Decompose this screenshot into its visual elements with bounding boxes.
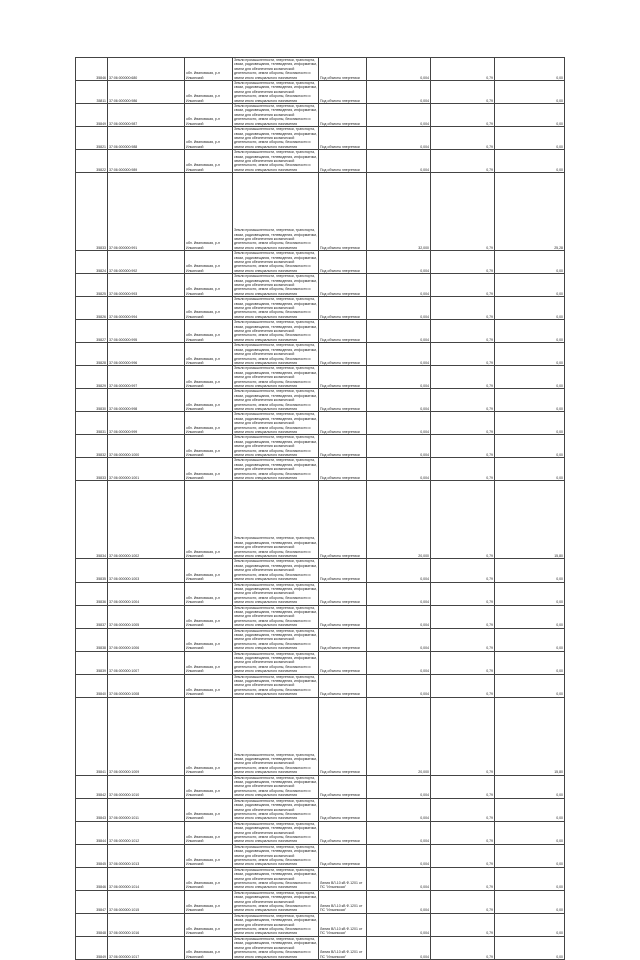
row-id: 35848 xyxy=(76,913,108,936)
address: обл. Ивановская, р-н Ильинский xyxy=(185,274,233,297)
category: Под объекты энергетики xyxy=(319,412,367,435)
category: Под объекты энергетики xyxy=(319,389,367,412)
amount-value: 0,00 xyxy=(495,628,565,651)
rate-value: 0,79 xyxy=(431,150,495,173)
amount-value: 0,00 xyxy=(495,435,565,458)
area-value: 0,004 xyxy=(367,458,431,481)
table-row xyxy=(76,389,565,412)
row-id: 35833 xyxy=(76,173,108,251)
table-row xyxy=(76,104,565,127)
row-id: 35846 xyxy=(76,867,108,890)
amount-value: 0,00 xyxy=(495,366,565,389)
area-value: 0,004 xyxy=(367,651,431,674)
amount-value: 0,00 xyxy=(495,582,565,605)
area-value: 0,004 xyxy=(367,274,431,297)
cadastral-number: 37:06:000000:986 xyxy=(108,81,185,104)
area-value: 0,004 xyxy=(367,412,431,435)
area-value: 20,000 xyxy=(367,697,431,775)
cadastral-number: 37:06:000000:1011 xyxy=(108,798,185,821)
category: Под объекты энергетики xyxy=(319,81,367,104)
land-use: Земли промышленности, энергетики, транспорта, связи, радиовещания, телевидения, информатики, земли для обеспечения космической деятельности, земли обороны, безопасности и земли иного специального назначения xyxy=(234,297,317,319)
rate-value: 0,79 xyxy=(431,775,495,798)
land-use: Земли промышленности, энергетики, транспорта, связи, радиовещания, телевидения, информатики, земли для обеспечения космической деятельности, земли обороны, безопасности и земли иного специального назначения xyxy=(234,127,317,149)
category: Под объекты энергетики xyxy=(319,651,367,674)
category: Линия ВЛ-10 кВ Ф.1201 от ПС "Ильинская" xyxy=(319,936,367,959)
rate-value: 0,79 xyxy=(431,274,495,297)
cadastral-number: 37:06:000000:987 xyxy=(108,104,185,127)
land-use: Земли промышленности, энергетики, транспорта, связи, радиовещания, телевидения, информатики, земли для обеспечения космической деятельности, земли обороны, безопасности и земли иного специального назначения xyxy=(234,628,317,651)
amount-value: 0,00 xyxy=(495,936,565,959)
row-id: 35841 xyxy=(76,697,108,775)
row-id: 35849 xyxy=(76,104,108,127)
land-use: Земли промышленности, энергетики, транспорта, связи, радиовещания, телевидения, информатики, земли для обеспечения космической деятельности, земли обороны, безопасности и земли иного специального назначения xyxy=(234,936,317,959)
category: Под объекты энергетики xyxy=(319,674,367,697)
row-id: 35849 xyxy=(76,936,108,959)
rate-value: 0,79 xyxy=(431,412,495,435)
row-id: 35836 xyxy=(76,582,108,605)
rate-value: 0,79 xyxy=(431,58,495,81)
amount-value: 0,00 xyxy=(495,389,565,412)
table-row xyxy=(76,890,565,913)
amount-value: 0,00 xyxy=(495,821,565,844)
land-use: Земли промышленности, энергетики, транспорта, связи, радиовещания, телевидения, информатики, земли для обеспечения космической деятельности, земли обороны, безопасности и земли иного специального назначения xyxy=(234,81,317,103)
table-row xyxy=(76,481,565,559)
row-id: 35826 xyxy=(76,297,108,320)
cadastral-number: 37:06:000000:995 xyxy=(108,320,185,343)
rate-value: 0,79 xyxy=(431,867,495,890)
category: Под объекты энергетики xyxy=(319,798,367,821)
rate-value: 0,79 xyxy=(431,251,495,274)
land-use: Земли промышленности, энергетики, транспорта, связи, радиовещания, телевидения, информатики, земли для обеспечения космической деятельности, земли обороны, безопасности и земли иного специального назначения xyxy=(234,605,317,628)
amount-value: 0,00 xyxy=(495,458,565,481)
cadastral-number: 37:06:000000:993 xyxy=(108,274,185,297)
area-value: 0,004 xyxy=(367,58,431,81)
amount-value: 0,00 xyxy=(495,674,565,697)
cadastral-number: 37:06:000000:1014 xyxy=(108,867,185,890)
address: обл. Ивановская, р-н Ильинский xyxy=(185,844,233,867)
row-id: 35832 xyxy=(76,435,108,458)
rate-value: 0,79 xyxy=(431,890,495,913)
area-value: 0,004 xyxy=(367,913,431,936)
amount-value: 0,00 xyxy=(495,605,565,628)
rate-value: 0,79 xyxy=(431,844,495,867)
address: обл. Ивановская, р-н Ильинский xyxy=(185,867,233,890)
cadastral-number: 37:06:000000:1012 xyxy=(108,821,185,844)
amount-value: 0,00 xyxy=(495,320,565,343)
category: Под объекты энергетики xyxy=(319,582,367,605)
cadastral-number: 37:06:000000:991 xyxy=(108,173,185,251)
amount-value: 0,00 xyxy=(495,251,565,274)
land-use: Земли промышленности, энергетики, транспорта, связи, радиовещания, телевидения, информатики, земли для обеспечения космической деятельности, земли обороны, безопасности и земли иного специального назначения xyxy=(234,104,317,126)
rate-value: 0,79 xyxy=(431,81,495,104)
address: обл. Ивановская, р-н Ильинский xyxy=(185,81,233,104)
amount-value: 25,28 xyxy=(495,173,565,251)
cadastral-number: 37:06:000000:680 xyxy=(108,58,185,81)
area-value: 0,004 xyxy=(367,582,431,605)
category: Под объекты энергетики xyxy=(319,297,367,320)
address: обл. Ивановская, р-н Ильинский xyxy=(185,412,233,435)
row-id: 35833 xyxy=(76,458,108,481)
table-row xyxy=(76,844,565,867)
area-value: 32,000 xyxy=(367,173,431,251)
address: обл. Ивановская, р-н Ильинский xyxy=(185,559,233,582)
land-use: Земли промышленности, энергетики, транспорта, связи, радиовещания, телевидения, информатики, земли для обеспечения космической деятельности, земли обороны, безопасности и земли иного специального назначения xyxy=(234,775,317,798)
land-use: Земли промышленности, энергетики, транспорта, связи, радиовещания, телевидения, информатики, земли для обеспечения космической деятельности, земли обороны, безопасности и земли иного специального назначения xyxy=(233,697,319,775)
land-use: Земли промышленности, энергетики, транспорта, связи, радиовещания, телевидения, информатики, земли для обеспечения космической деятельности, земли обороны, безопасности и земли иного специального назначения xyxy=(234,913,317,936)
cadastral-number: 37:06:000000:1008 xyxy=(108,674,185,697)
cadastral-number: 37:06:000000:999 xyxy=(108,412,185,435)
land-use: Земли промышленности, энергетики, транспорта, связи, радиовещания, телевидения, информатики, земли для обеспечения космической деятельности, земли обороны, безопасности и земли иного специального назначения xyxy=(234,559,317,582)
area-value: 0,004 xyxy=(367,936,431,959)
area-value: 20,000 xyxy=(367,481,431,559)
rate-value: 0,79 xyxy=(431,559,495,582)
land-use: Земли промышленности, энергетики, транспорта, связи, радиовещания, телевидения, информатики, земли для обеспечения космической деятельности, земли обороны, безопасности и земли иного специального назначения xyxy=(234,58,317,80)
land-use: Земли промышленности, энергетики, транспорта, связи, радиовещания, телевидения, информатики, земли для обеспечения космической деятельности, земли обороны, безопасности и земли иного специального назначения xyxy=(234,366,317,388)
land-use: Земли промышленности, энергетики, транспорта, связи, радиовещания, телевидения, информатики, земли для обеспечения космической деятельности, земли обороны, безопасности и земли иного специального назначения xyxy=(234,798,317,821)
area-value: 0,004 xyxy=(367,127,431,150)
category: Под объекты энергетики xyxy=(319,844,367,867)
row-id: 35846 xyxy=(76,58,108,81)
address: обл. Ивановская, р-н Ильинский xyxy=(185,913,233,936)
category: Под объекты энергетики xyxy=(319,251,367,274)
amount-value: 0,00 xyxy=(495,775,565,798)
amount-value: 0,00 xyxy=(495,844,565,867)
table-row xyxy=(76,297,565,320)
amount-value: 0,00 xyxy=(495,890,565,913)
category: Под объекты энергетики xyxy=(319,559,367,582)
cadastral-number: 37:06:000000:1005 xyxy=(108,605,185,628)
row-id: 35827 xyxy=(76,320,108,343)
table-row xyxy=(76,821,565,844)
rate-value: 0,79 xyxy=(431,297,495,320)
rate-value: 0,79 xyxy=(431,104,495,127)
row-id: 35843 xyxy=(76,798,108,821)
table-row xyxy=(76,412,565,435)
address: обл. Ивановская, р-н Ильинский xyxy=(185,173,233,251)
area-value: 0,004 xyxy=(367,821,431,844)
rate-value: 0,79 xyxy=(431,628,495,651)
area-value: 0,004 xyxy=(367,605,431,628)
table-row xyxy=(76,628,565,651)
category: Под объекты энергетики xyxy=(319,481,367,559)
land-use: Земли промышленности, энергетики, транспорта, связи, радиовещания, телевидения, информатики, земли для обеспечения космической деятельности, земли обороны, безопасности и земли иного специального назначения xyxy=(234,890,317,913)
land-use: Земли промышленности, энергетики, транспорта, связи, радиовещания, телевидения, информатики, земли для обеспечения космической деятельности, земли обороны, безопасности и земли иного специального назначения xyxy=(234,150,317,172)
area-value: 0,004 xyxy=(367,890,431,913)
cadastral-number: 37:06:000000:1006 xyxy=(108,628,185,651)
cadastral-number: 37:06:000000:1002 xyxy=(108,481,185,559)
table-row xyxy=(76,458,565,481)
address: обл. Ивановская, р-н Ильинский xyxy=(185,798,233,821)
amount-value: 0,00 xyxy=(495,81,565,104)
table-row xyxy=(76,320,565,343)
table-row xyxy=(76,913,565,936)
address: обл. Ивановская, р-н Ильинский xyxy=(185,251,233,274)
amount-value: 0,00 xyxy=(495,343,565,366)
land-use: Земли промышленности, энергетики, транспорта, связи, радиовещания, телевидения, информатики, земли для обеспечения космической деятельности, земли обороны, безопасности и земли иного специального назначения xyxy=(234,320,317,342)
address: обл. Ивановская, р-н Ильинский xyxy=(185,104,233,127)
area-value: 0,004 xyxy=(367,435,431,458)
table-row xyxy=(76,343,565,366)
table-row xyxy=(76,936,565,959)
cadastral-number: 37:06:000000:1007 xyxy=(108,651,185,674)
category: Под объекты энергетики xyxy=(319,775,367,798)
table-row xyxy=(76,274,565,297)
row-id: 35842 xyxy=(76,775,108,798)
address: обл. Ивановская, р-н Ильинский xyxy=(185,890,233,913)
land-use: Земли промышленности, энергетики, транспорта, связи, радиовещания, телевидения, информатики, земли для обеспечения космической деятельности, земли обороны, безопасности и земли иного специального назначения xyxy=(234,412,317,434)
rate-value: 0,79 xyxy=(431,913,495,936)
category: Под объекты энергетики xyxy=(319,104,367,127)
rate-value: 0,79 xyxy=(431,798,495,821)
rate-value: 0,79 xyxy=(431,173,495,251)
address: обл. Ивановская, р-н Ильинский xyxy=(185,127,233,150)
amount-value: 0,00 xyxy=(495,559,565,582)
category: Под объекты энергетики xyxy=(319,697,367,775)
land-use: Земли промышленности, энергетики, транспорта, связи, радиовещания, телевидения, информатики, земли для обеспечения космической деятельности, земли обороны, безопасности и земли иного специального назначения xyxy=(233,481,319,559)
land-use: Земли промышленности, энергетики, транспорта, связи, радиовещания, телевидения, информатики, земли для обеспечения космической деятельности, земли обороны, безопасности и земли иного специального назначения xyxy=(234,458,317,481)
registry-document xyxy=(75,57,564,960)
land-use: Земли промышленности, энергетики, транспорта, связи, радиовещания, телевидения, информатики, земли для обеспечения космической деятельности, земли обороны, безопасности и земли иного специального назначения xyxy=(234,821,317,844)
address: обл. Ивановская, р-н Ильинский xyxy=(185,697,233,775)
amount-value: 15,80 xyxy=(495,481,565,559)
address: обл. Ивановская, р-н Ильинский xyxy=(185,58,233,81)
area-value: 0,004 xyxy=(367,867,431,890)
address: обл. Ивановская, р-н Ильинский xyxy=(185,435,233,458)
address: обл. Ивановская, р-н Ильинский xyxy=(185,366,233,389)
category: Под объекты энергетики xyxy=(319,274,367,297)
category: Под объекты энергетики xyxy=(319,150,367,173)
amount-value: 0,00 xyxy=(495,274,565,297)
address: обл. Ивановская, р-н Ильинский xyxy=(185,628,233,651)
land-use: Земли промышленности, энергетики, транспорта, связи, радиовещания, телевидения, информатики, земли для обеспечения космической деятельности, земли обороны, безопасности и земли иного специального назначения xyxy=(234,435,317,458)
land-use: Земли промышленности, энергетики, транспорта, связи, радиовещания, телевидения, информатики, земли для обеспечения космической деятельности, земли обороны, безопасности и земли иного специального назначения xyxy=(234,651,317,674)
rate-value: 0,79 xyxy=(431,481,495,559)
address: обл. Ивановская, р-н Ильинский xyxy=(185,481,233,559)
cadastral-number: 37:06:000000:1016 xyxy=(108,913,185,936)
area-value: 0,004 xyxy=(367,150,431,173)
amount-value: 15,80 xyxy=(495,697,565,775)
row-id: 35847 xyxy=(76,890,108,913)
rate-value: 0,79 xyxy=(431,821,495,844)
land-use: Земли промышленности, энергетики, транспорта, связи, радиовещания, телевидения, информатики, земли для обеспечения космической деятельности, земли обороны, безопасности и земли иного специального назначения xyxy=(234,251,317,273)
row-id: 35831 xyxy=(76,412,108,435)
cadastral-number: 37:06:000000:992 xyxy=(108,251,185,274)
area-value: 0,004 xyxy=(367,343,431,366)
address: обл. Ивановская, р-н Ильинский xyxy=(185,674,233,697)
row-id: 35821 xyxy=(76,127,108,150)
category: Под объекты энергетики xyxy=(319,173,367,251)
row-id: 35837 xyxy=(76,605,108,628)
amount-value: 0,00 xyxy=(495,651,565,674)
table-row xyxy=(76,127,565,150)
table-row xyxy=(76,173,565,251)
table-row xyxy=(76,651,565,674)
address: обл. Ивановская, р-н Ильинский xyxy=(185,821,233,844)
table-row xyxy=(76,775,565,798)
table-row xyxy=(76,251,565,274)
amount-value: 0,00 xyxy=(495,412,565,435)
table-row xyxy=(76,582,565,605)
cadastral-number: 37:06:000000:1009 xyxy=(108,697,185,775)
rate-value: 0,79 xyxy=(431,458,495,481)
address: обл. Ивановская, р-н Ильинский xyxy=(185,936,233,959)
row-id: 35811 xyxy=(76,81,108,104)
table-row xyxy=(76,605,565,628)
amount-value: 0,00 xyxy=(495,150,565,173)
address: обл. Ивановская, р-н Ильинский xyxy=(185,343,233,366)
area-value: 0,004 xyxy=(367,104,431,127)
category: Под объекты энергетики xyxy=(319,320,367,343)
rate-value: 0,79 xyxy=(431,343,495,366)
land-use: Земли промышленности, энергетики, транспорта, связи, радиовещания, телевидения, информатики, земли для обеспечения космической деятельности, земли обороны, безопасности и земли иного специального назначения xyxy=(234,867,317,890)
land-use: Земли промышленности, энергетики, транспорта, связи, радиовещания, телевидения, информатики, земли для обеспечения космической деятельности, земли обороны, безопасности и земли иного специального назначения xyxy=(234,389,317,411)
table-row xyxy=(76,559,565,582)
address: обл. Ивановская, р-н Ильинский xyxy=(185,775,233,798)
row-id: 35838 xyxy=(76,628,108,651)
amount-value: 0,00 xyxy=(495,798,565,821)
area-value: 0,004 xyxy=(367,628,431,651)
category: Под объекты энергетики xyxy=(319,127,367,150)
address: обл. Ивановская, р-н Ильинский xyxy=(185,605,233,628)
address: обл. Ивановская, р-н Ильинский xyxy=(185,389,233,412)
cadastral-number: 37:06:000000:1000 xyxy=(108,435,185,458)
row-id: 35835 xyxy=(76,559,108,582)
rate-value: 0,79 xyxy=(431,674,495,697)
row-id: 35845 xyxy=(76,844,108,867)
category: Под объекты энергетики xyxy=(319,366,367,389)
cadastral-number: 37:06:000000:998 xyxy=(108,389,185,412)
rate-value: 0,79 xyxy=(431,605,495,628)
land-use: Земли промышленности, энергетики, транспорта, связи, радиовещания, телевидения, информатики, земли для обеспечения космической деятельности, земли обороны, безопасности и земли иного специального назначения xyxy=(234,844,317,867)
category: Под объекты энергетики xyxy=(319,458,367,481)
category: Под объекты энергетики xyxy=(319,628,367,651)
category: Под объекты энергетики xyxy=(319,435,367,458)
address: обл. Ивановская, р-н Ильинский xyxy=(185,150,233,173)
row-id: 35840 xyxy=(76,674,108,697)
row-id: 35829 xyxy=(76,366,108,389)
row-id: 35844 xyxy=(76,821,108,844)
rate-value: 0,79 xyxy=(431,366,495,389)
area-value: 0,004 xyxy=(367,844,431,867)
address: обл. Ивановская, р-н Ильинский xyxy=(185,582,233,605)
cadastral-number: 37:06:000000:1010 xyxy=(108,775,185,798)
table-row xyxy=(76,798,565,821)
cadastral-number: 37:06:000000:1017 xyxy=(108,936,185,959)
amount-value: 0,00 xyxy=(495,297,565,320)
row-id: 35822 xyxy=(76,150,108,173)
area-value: 0,004 xyxy=(367,366,431,389)
area-value: 0,004 xyxy=(367,775,431,798)
rate-value: 0,79 xyxy=(431,936,495,959)
rate-value: 0,79 xyxy=(431,435,495,458)
category: Линия ВЛ-10 кВ Ф.1201 от ПС "Ильинская" xyxy=(319,867,367,890)
land-use: Земли промышленности, энергетики, транспорта, связи, радиовещания, телевидения, информатики, земли для обеспечения космической деятельности, земли обороны, безопасности и земли иного специального назначения xyxy=(234,274,317,296)
category: Под объекты энергетики xyxy=(319,343,367,366)
area-value: 0,004 xyxy=(367,320,431,343)
row-id: 35834 xyxy=(76,481,108,559)
table-row xyxy=(76,867,565,890)
cadastral-number: 37:06:000000:1003 xyxy=(108,559,185,582)
land-registry-table xyxy=(75,57,565,960)
amount-value: 0,00 xyxy=(495,127,565,150)
cadastral-number: 37:06:000000:989 xyxy=(108,150,185,173)
table-row xyxy=(76,697,565,775)
address: обл. Ивановская, р-н Ильинский xyxy=(185,320,233,343)
row-id: 35825 xyxy=(76,274,108,297)
land-use: Земли промышленности, энергетики, транспорта, связи, радиовещания, телевидения, информатики, земли для обеспечения космической деятельности, земли обороны, безопасности и земли иного специального назначения xyxy=(234,582,317,605)
row-id: 35824 xyxy=(76,251,108,274)
rate-value: 0,79 xyxy=(431,582,495,605)
area-value: 0,004 xyxy=(367,81,431,104)
area-value: 0,004 xyxy=(367,389,431,412)
table-row xyxy=(76,81,565,104)
amount-value: 0,00 xyxy=(495,104,565,127)
row-id: 35830 xyxy=(76,389,108,412)
category: Под объекты энергетики xyxy=(319,58,367,81)
area-value: 0,004 xyxy=(367,798,431,821)
area-value: 0,004 xyxy=(367,297,431,320)
area-value: 0,004 xyxy=(367,674,431,697)
category: Под объекты энергетики xyxy=(319,605,367,628)
land-use: Земли промышленности, энергетики, транспорта, связи, радиовещания, телевидения, информатики, земли для обеспечения космической деятельности, земли обороны, безопасности и земли иного специального назначения xyxy=(234,343,317,365)
rate-value: 0,79 xyxy=(431,651,495,674)
cadastral-number: 37:06:000000:1015 xyxy=(108,890,185,913)
area-value: 0,004 xyxy=(367,251,431,274)
category: Под объекты энергетики xyxy=(319,821,367,844)
cadastral-number: 37:06:000000:988 xyxy=(108,127,185,150)
table-body xyxy=(76,58,565,960)
land-use: Земли промышленности, энергетики, транспорта, связи, радиовещания, телевидения, информатики, земли для обеспечения космической деятельности, земли обороны, безопасности и земли иного специального назначения xyxy=(234,674,317,697)
rate-value: 0,79 xyxy=(431,389,495,412)
address: обл. Ивановская, р-н Ильинский xyxy=(185,651,233,674)
land-use: Земли промышленности, энергетики, транспорта, связи, радиовещания, телевидения, информатики, земли для обеспечения космической деятельности, земли обороны, безопасности и земли иного специального назначения xyxy=(233,173,319,251)
rate-value: 0,79 xyxy=(431,127,495,150)
cadastral-number: 37:06:000000:994 xyxy=(108,297,185,320)
cadastral-number: 37:06:000000:1001 xyxy=(108,458,185,481)
cadastral-number: 37:06:000000:1013 xyxy=(108,844,185,867)
cadastral-number: 37:06:000000:1004 xyxy=(108,582,185,605)
row-id: 35828 xyxy=(76,343,108,366)
rate-value: 0,79 xyxy=(431,320,495,343)
amount-value: 0,00 xyxy=(495,58,565,81)
table-row xyxy=(76,366,565,389)
table-row xyxy=(76,435,565,458)
table-row xyxy=(76,58,565,81)
table-row xyxy=(76,150,565,173)
rate-value: 0,79 xyxy=(431,697,495,775)
category: Линия ВЛ-10 кВ Ф.1201 от ПС "Ильинская" xyxy=(319,913,367,936)
amount-value: 0,00 xyxy=(495,867,565,890)
address: обл. Ивановская, р-н Ильинский xyxy=(185,458,233,481)
cadastral-number: 37:06:000000:996 xyxy=(108,343,185,366)
address: обл. Ивановская, р-н Ильинский xyxy=(185,297,233,320)
category: Линия ВЛ-10 кВ Ф.1201 от ПС "Ильинская" xyxy=(319,890,367,913)
amount-value: 0,00 xyxy=(495,913,565,936)
cadastral-number: 37:06:000000:997 xyxy=(108,366,185,389)
table-row xyxy=(76,674,565,697)
area-value: 0,004 xyxy=(367,559,431,582)
row-id: 35839 xyxy=(76,651,108,674)
